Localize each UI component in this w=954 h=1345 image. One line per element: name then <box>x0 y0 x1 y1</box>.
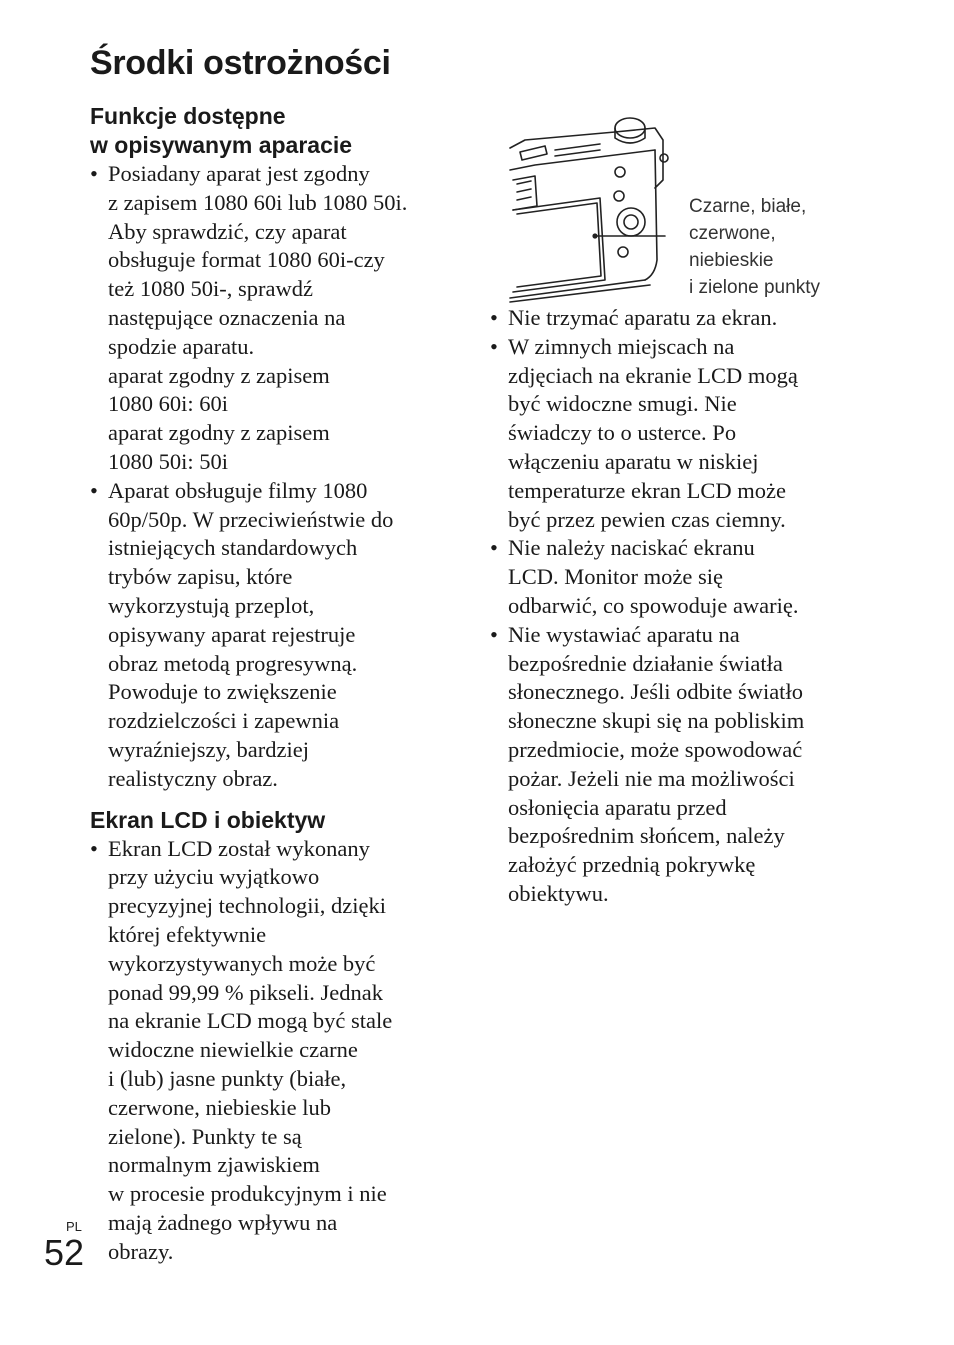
list-item-text: Posiadany aparat jest zgodny z zapisem 1080 60i lub 1080 50i. Aby sprawdzić, czy aparat obsługuje format 1080 60i-czy też 1080 50i-, sprawdź następujące oznaczenia na spodzie aparatu. <box>108 161 408 359</box>
list-item-text: Nie trzymać aparatu za ekran. <box>508 305 778 330</box>
bullet-dot: • <box>490 621 498 647</box>
list-item <box>90 160 450 477</box>
list-item <box>90 835 450 1267</box>
bullet-dot: • <box>490 305 498 330</box>
figure-caption: Czarne, białe, czerwone, niebieskie i zielone punkty <box>689 196 820 298</box>
list-item-text: W zimnych miejscach na zdjęciach na ekranie LCD mogą być widoczne smugi. Nie świadczy to o usterce. Po włączeniu aparatu w niskiej temperaturze ekran LCD może być przez pewien czas ciemny. <box>508 333 798 532</box>
handling-bullet-list <box>490 304 850 909</box>
bullet-dot: • <box>90 835 98 861</box>
functions-bullet-list <box>90 160 450 794</box>
language-code: PL <box>66 1219 82 1234</box>
list-item-text: Nie należy naciskać ekranu LCD. Monitor może się odbarwić, co spowoduje awarię. <box>508 535 799 618</box>
list-item-subtext: aparat zgodny z zapisem 1080 50i: 50i <box>108 420 330 474</box>
list-item-text: Nie wystawiać aparatu na bezpośrednie działanie światła słonecznego. Jeśli odbite światło słoneczne skupi się na pobliskim przedmiocie, może spowodować pożar. Jeżeli nie ma możliwości osłonięcia aparatu przed bezpośrednim słońcem, należy założyć przednią pokrywkę obiektywu. <box>508 621 805 906</box>
bullet-dot: • <box>90 161 98 186</box>
list-item <box>490 304 850 333</box>
lcd-bullet-list <box>90 835 450 1267</box>
section-heading-lcd: Ekran LCD i obiektyw <box>90 806 326 833</box>
bullet-dot: • <box>90 477 98 503</box>
page-number: 52 <box>44 1232 85 1273</box>
list-item <box>90 477 450 794</box>
right-column <box>490 304 850 909</box>
bullet-dot: • <box>490 535 498 561</box>
list-item-text: Ekran LCD został wykonany przy użyciu wyjątkowo precyzyjnej technologii, dzięki której efektywnie wykorzystywanych może być ponad 99,99 % pikseli. Jednak na ekranie LCD mogą być stale widoczne niewielkie czarne i (lub) jasne punkty (białe, czerwone, niebieskie lub zielone). Punkty te są normalnym zjawiskiem w procesie produkcyjnym i nie mają żadnego wpływu na obrazy. <box>108 835 393 1264</box>
list-item-subtext: aparat zgodny z zapisem 1080 60i: 60i <box>108 362 330 417</box>
list-item <box>490 333 850 535</box>
list-item <box>490 621 850 909</box>
left-column <box>90 100 450 1266</box>
list-item <box>490 534 850 620</box>
page-title: Środki ostrożności <box>90 44 391 82</box>
section-heading-functions: Funkcje dostępne w opisywanym aparacie <box>90 103 353 158</box>
list-item-text: Aparat obsługuje filmy 1080 60p/50p. W przeciwieństwie do istniejących standardowych trybów zapisu, które wykorzystują przeplot, opisywany aparat rejestruje obraz metodą progresywną. Powoduje to zwiększenie rozdzielczości i zapewnia wyraźniejszy, bardziej realistyczny obraz. <box>108 477 394 791</box>
bullet-dot: • <box>490 333 498 359</box>
